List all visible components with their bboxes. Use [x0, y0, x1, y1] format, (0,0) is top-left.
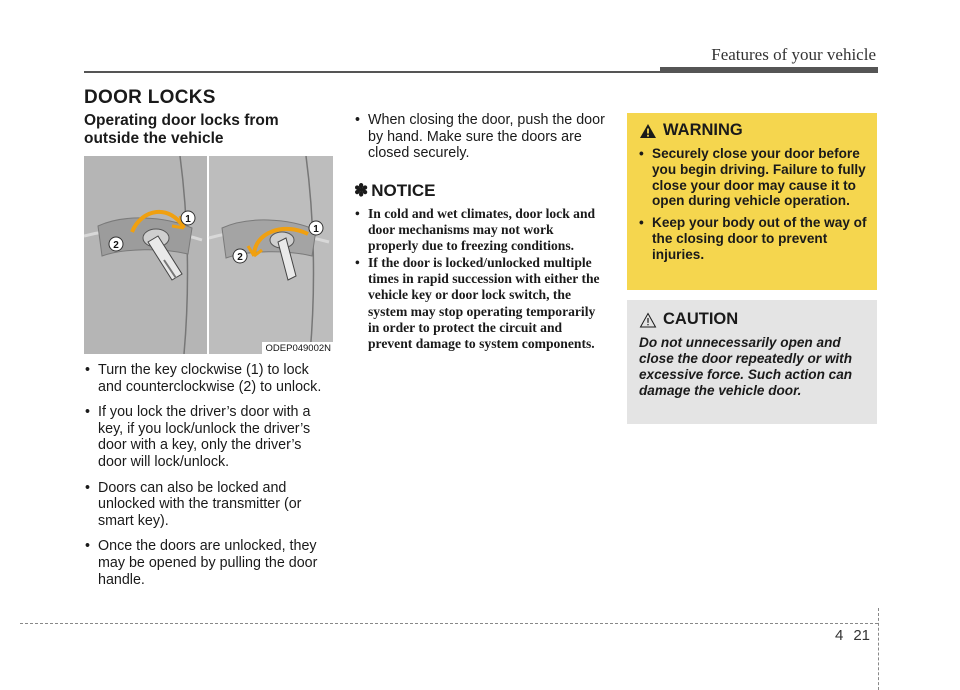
subheading: Operating door locks from outside the vehicle	[84, 112, 279, 147]
warning-box	[627, 113, 877, 290]
list-item: • If you lock the driver’s door with a key, if you lock/unlock the driver’s door with a key, only the driver’s door will lock/unlock.	[84, 404, 333, 470]
caution-text: Do not unnecessarily open and close the door repeatedly or with excessive force. Such action can damage the vehicle door.	[639, 335, 853, 398]
list-item: • If the door is locked/unlocked multiple times in rapid succession with either the vehicle key or door lock switch, the system may stop operating temporarily in order to protect the circuit and prevent damage to system components.	[354, 255, 605, 352]
caution-triangle-icon	[639, 312, 657, 328]
list-item: • Doors can also be locked and unlocked with the transmitter (or smart key).	[84, 480, 333, 530]
callout-2: 2	[113, 240, 119, 251]
closing-list	[354, 112, 605, 171]
list-item: • Keep your body out of the way of the closing door to prevent injuries.	[639, 215, 867, 262]
list-item: • Securely close your door before you begin driving. Failure to fully close your door may cause it to open during vehicle operation.	[639, 146, 867, 209]
list-item: • In cold and wet climates, door lock and door mechanisms may not work properly due to freezing conditions.	[354, 206, 605, 254]
footer-rule	[20, 623, 878, 624]
running-header: Features of your vehicle	[711, 45, 876, 64]
callout-1: 1	[185, 214, 191, 225]
header-rule	[84, 71, 660, 73]
caution-title: CAUTION	[663, 310, 739, 328]
header-rule-accent	[660, 67, 878, 73]
notice-icon: ✽	[354, 181, 369, 200]
door-lock-illustration	[84, 156, 333, 354]
page-number-value: 21	[853, 627, 870, 644]
photo-code: ODEP049002N	[262, 342, 333, 354]
footer-divider	[878, 608, 879, 690]
warning-title: WARNING	[663, 121, 743, 139]
caution-box	[627, 300, 877, 424]
notice-list	[354, 206, 605, 353]
list-item: • Turn the key clockwise (1) to lock and counterclockwise (2) to unlock.	[84, 362, 333, 395]
warning-list	[639, 146, 867, 263]
notice-heading	[354, 181, 435, 201]
chapter-number: 4	[834, 627, 844, 644]
list-item: • Once the doors are unlocked, they may be opened by pulling the door handle.	[84, 538, 333, 588]
callout-1-right: 1	[313, 224, 319, 235]
page-number	[835, 627, 870, 644]
section-title: DOOR LOCKS	[84, 87, 216, 108]
caution-heading	[639, 310, 867, 329]
warning-heading	[639, 121, 867, 140]
notice-title: NOTICE	[371, 181, 436, 200]
list-item: • When closing the door, push the door by hand. Make sure the doors are closed securely.	[354, 112, 605, 162]
warning-triangle-icon	[639, 123, 657, 139]
callout-2-right: 2	[237, 252, 243, 263]
operation-list	[84, 362, 333, 597]
door-lock-photo	[84, 156, 333, 354]
